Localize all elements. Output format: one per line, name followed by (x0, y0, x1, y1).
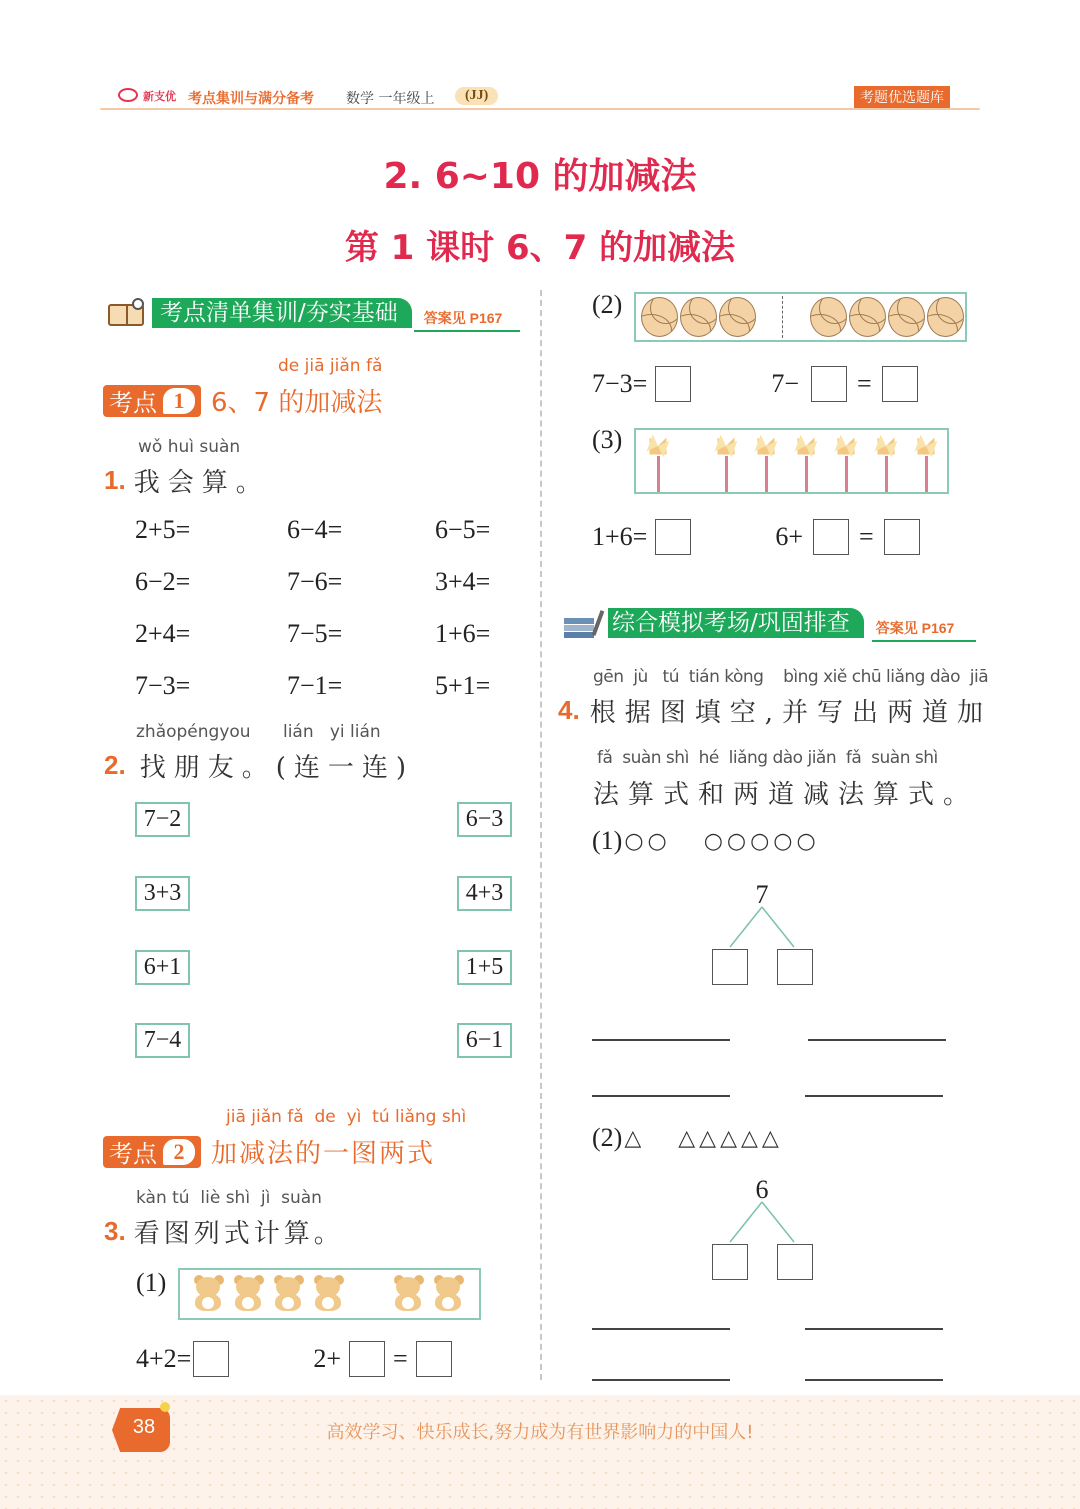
sun-icon (160, 1402, 170, 1412)
answer-box[interactable] (349, 1341, 385, 1377)
header-tag: 考题优选题库 (854, 86, 950, 108)
q1-equation-grid (135, 515, 515, 723)
volleyballs-picture (634, 292, 967, 342)
equation: 7−3= (592, 369, 648, 398)
equation: 1+6= (592, 522, 648, 551)
answer-line[interactable] (805, 1379, 943, 1381)
question-number: 3. (104, 1216, 126, 1246)
answer-line[interactable] (808, 1039, 946, 1041)
kaodian-number: 2 (163, 1139, 195, 1165)
answer-box[interactable] (193, 1341, 229, 1377)
header-divider (100, 108, 980, 110)
equation[interactable]: 5+1= (435, 671, 491, 700)
lesson-title: 第 1 课时 6、7 的加减法 (344, 228, 736, 268)
match-left-item[interactable]: 7−4 (135, 1023, 190, 1058)
match-right-item[interactable]: 4+3 (457, 876, 512, 911)
kaodian-badge (103, 385, 201, 417)
group-divider (757, 296, 783, 338)
pinwheel-icon (638, 430, 678, 492)
banner-underline (414, 330, 520, 332)
equation[interactable]: 7−6= (287, 567, 343, 596)
unit-title: 2. 6~10 的加减法 (383, 156, 697, 197)
equation[interactable]: 6−5= (435, 515, 491, 544)
equation[interactable]: 3+4= (435, 567, 491, 596)
section-banner-basic (104, 296, 520, 332)
equation[interactable]: 6−2= (135, 567, 191, 596)
match-right-item[interactable]: 6−3 (457, 802, 512, 837)
kaodian-number: 1 (163, 388, 195, 414)
part-answer-box[interactable] (777, 1244, 813, 1280)
volleyball-icon (810, 297, 847, 337)
books-pen-icon (560, 606, 608, 640)
volleyball-icon (641, 297, 678, 337)
equation[interactable]: 6−4= (287, 515, 343, 544)
decomposition-total: 6 (755, 1175, 769, 1204)
match-left-item[interactable]: 6+1 (135, 950, 190, 985)
part-answer-box[interactable] (712, 949, 748, 985)
q2-pinyin: zhǎopéngyou lián yi lián (136, 722, 381, 742)
publisher-logo-icon (118, 88, 138, 102)
answer-box[interactable] (813, 519, 849, 555)
open-book-icon (104, 296, 152, 330)
decomposition-branches (720, 905, 800, 951)
match-right-item[interactable]: 1+5 (457, 950, 512, 985)
decomposition-total: 7 (755, 880, 769, 909)
volleyball-icon (927, 297, 964, 337)
bear-icon (310, 1275, 346, 1313)
kaodian1-pinyin: de jiā jiǎn fǎ (278, 356, 383, 376)
kaodian-badge-label: 考点 (109, 1140, 157, 1168)
circles-icon-row: ○○ ○○○○○ (624, 828, 820, 854)
q3-heading (104, 1213, 344, 1250)
q4-pinyin-2: fǎ suàn shì hé liǎng dào jiǎn fǎ suàn shì (597, 748, 938, 768)
decomposition-branches (720, 1200, 800, 1246)
answer-box[interactable] (882, 366, 918, 402)
part-label: (1) (592, 826, 623, 855)
kaodian-badge-label: 考点 (109, 389, 157, 417)
equation-row (135, 671, 515, 723)
q3-2-equations (592, 366, 918, 402)
answer-box[interactable] (416, 1341, 452, 1377)
section-banner-comprehensive (560, 606, 976, 642)
column-divider (540, 290, 542, 1380)
bear-icon (430, 1275, 466, 1313)
answer-line[interactable] (805, 1328, 943, 1330)
volleyball-icon (719, 297, 756, 337)
equation[interactable]: 7−3= (135, 671, 191, 700)
q4-2-shapes (592, 1123, 783, 1153)
kaodian-title: 加减法的一图两式 (211, 1139, 436, 1169)
equals-sign: = (857, 369, 872, 398)
q4-pinyin-1: gēn jù tú tián kòng bìng xiě chū liǎng dào jiā (593, 667, 989, 687)
equation-row (135, 567, 515, 619)
q4-1-shapes (592, 826, 820, 856)
answer-line[interactable] (592, 1039, 730, 1041)
part-label: (2) (592, 1123, 623, 1152)
equation-row (135, 515, 515, 567)
q3-pinyin: kàn tú liè shì jì suàn (136, 1188, 322, 1208)
part-label: (3) (592, 425, 623, 454)
question-text: 找朋友。(连一连) (139, 753, 414, 783)
equation[interactable]: 2+5= (135, 515, 191, 544)
question-text: 看图列式计算。 (133, 1219, 344, 1249)
pinwheel-icon (906, 430, 946, 492)
page-number: 38 (132, 1416, 156, 1438)
q3-1-equations (136, 1341, 452, 1377)
pinwheel-icon (706, 430, 746, 492)
answer-box[interactable] (811, 366, 847, 402)
volleyball-icon (888, 297, 925, 337)
equation: 4+2= (136, 1344, 192, 1373)
answer-box[interactable] (655, 366, 691, 402)
match-left-item[interactable]: 3+3 (135, 876, 190, 911)
equation[interactable]: 1+6= (435, 619, 491, 648)
q4-heading (558, 692, 992, 729)
question-text: 根据图填空,并写出两道加 (589, 698, 992, 728)
question-number: 4. (558, 695, 580, 725)
match-right-item[interactable]: 6−1 (457, 1023, 512, 1058)
answer-line[interactable] (805, 1095, 943, 1097)
kaodian1-heading (103, 382, 382, 419)
equation: 2+ (313, 1344, 341, 1373)
answer-reference: 答案见 P167 (875, 620, 955, 636)
brand-name: 新支优 (143, 90, 176, 103)
bear-icon (390, 1275, 426, 1313)
answer-line[interactable] (592, 1328, 730, 1330)
part-answer-box[interactable] (777, 949, 813, 985)
bear-icon (270, 1275, 306, 1313)
kaodian-title: 6、7 的加减法 (211, 388, 383, 418)
pinwheel-icon (826, 430, 866, 492)
equation[interactable]: 2+4= (135, 619, 191, 648)
pinwheel-icon (746, 430, 786, 492)
answer-line[interactable] (592, 1095, 730, 1097)
triangles-icon-row: △ △△△△△ (624, 1125, 783, 1151)
series-title: 考点集训与满分备考 (188, 91, 314, 107)
part-answer-box[interactable] (712, 1244, 748, 1280)
kaodian2-heading (103, 1133, 435, 1170)
equals-sign: = (393, 1344, 408, 1373)
part-label: (2) (592, 290, 623, 319)
bear-icon (190, 1275, 226, 1313)
footer-motto: 高效学习、快乐成长,努力成为有世界影响力的中国人! (326, 1422, 754, 1443)
subject-grade: 数学 一年级上 (346, 91, 435, 107)
pinwheel-icon (866, 430, 906, 492)
equation-row (135, 619, 515, 671)
pinwheel-icon (786, 430, 826, 492)
question-text: 我会算。 (133, 468, 270, 498)
question-text-cont: 法算式和两道减法算式。 (593, 780, 979, 810)
q3-3-equations (592, 519, 920, 555)
equation[interactable]: 7−5= (287, 619, 343, 648)
answer-reference: 答案见 P167 (423, 310, 503, 326)
answer-box[interactable] (884, 519, 920, 555)
equation: 6+ (775, 522, 803, 551)
volleyball-icon (849, 297, 886, 337)
pinwheels-picture (634, 428, 949, 494)
question-number: 2. (104, 750, 126, 780)
answer-line[interactable] (592, 1379, 730, 1381)
kaodian2-pinyin: jiā jiǎn fǎ de yì tú liǎng shì (226, 1107, 467, 1127)
answer-box[interactable] (655, 519, 691, 555)
equals-sign: = (859, 522, 874, 551)
bears-picture (178, 1268, 481, 1320)
q2-heading (104, 747, 414, 784)
section-label: 综合模拟考场/巩固排查 (608, 608, 864, 638)
match-left-item[interactable]: 7−2 (135, 802, 190, 837)
q1-pinyin: wǒ huì suàn (138, 437, 241, 457)
part-label: (1) (136, 1268, 167, 1297)
question-number: 1. (104, 465, 126, 495)
equation: 7− (771, 369, 799, 398)
section-label: 考点清单集训/夯实基础 (152, 298, 412, 328)
q1-heading (104, 462, 270, 499)
kaodian-badge (103, 1136, 201, 1168)
volleyball-icon (680, 297, 717, 337)
equation[interactable]: 7−1= (287, 671, 343, 700)
edition-badge: (JJ) (455, 87, 498, 105)
bear-icon (230, 1275, 266, 1313)
banner-underline (872, 640, 976, 642)
